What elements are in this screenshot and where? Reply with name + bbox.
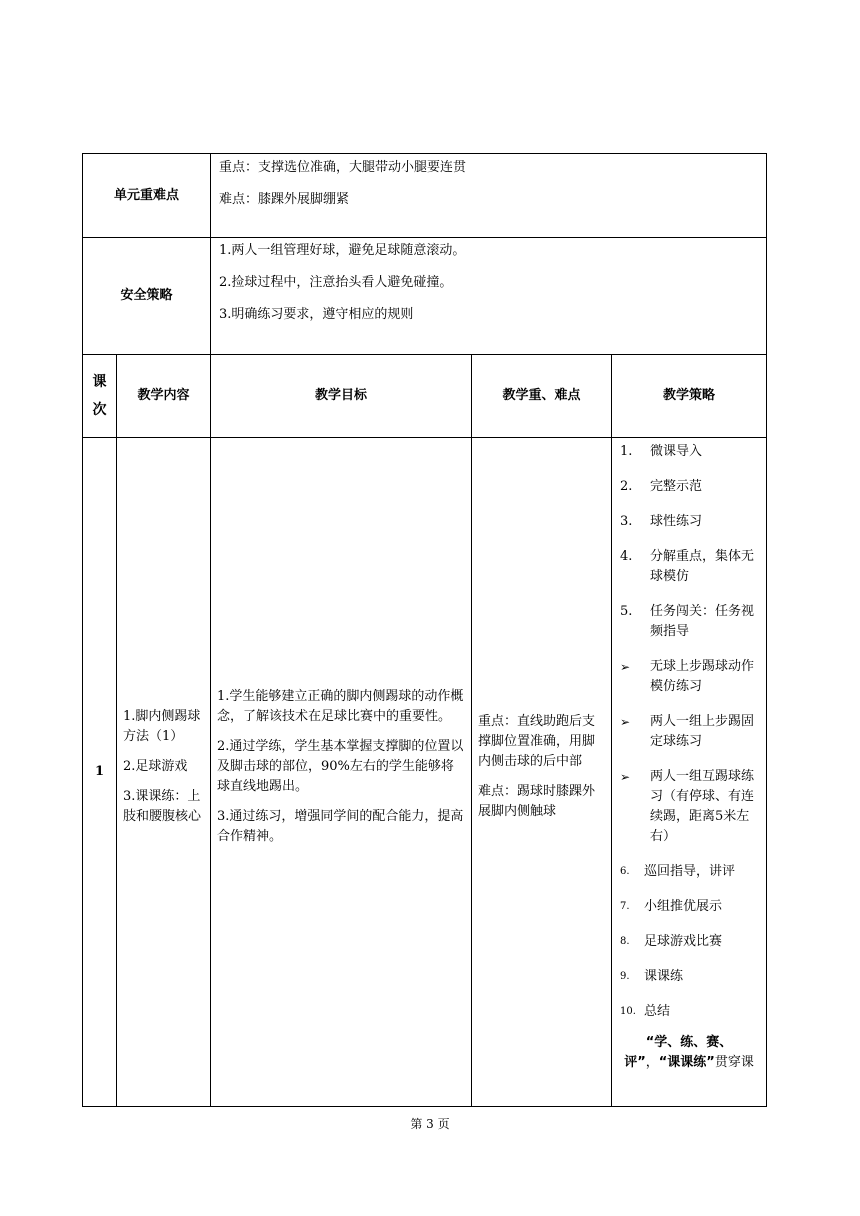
safety-item: 3.明确练习要求，遵守相应的规则 bbox=[219, 307, 414, 322]
strategy-summary bbox=[620, 1033, 758, 1073]
goal-item: 3.通过练习，增强同学间的配合能力，提高合作精神。 bbox=[217, 809, 464, 844]
step-text: 巡回指导，讲评 bbox=[644, 864, 736, 879]
step-number: 5. bbox=[620, 604, 633, 619]
step-text: 微课导入 bbox=[650, 444, 703, 459]
safety-list bbox=[211, 238, 767, 355]
step-number: 6. bbox=[620, 866, 630, 877]
step-text: 完整示范 bbox=[650, 479, 703, 494]
key-point-text: 重点：支撑选位准确，大腿带动小腿要连贯 bbox=[219, 160, 467, 175]
key-point-item: 重点：直线助跑后支撑脚位置准确，用脚内侧击球的后中部 bbox=[478, 714, 596, 769]
strategy-step bbox=[620, 897, 758, 917]
step-text: 球性练习 bbox=[650, 514, 703, 529]
drill-text: 两人一组互踢球练习（有停球、有连续踢，距离5米左右） bbox=[650, 769, 755, 844]
lesson-strategy bbox=[612, 438, 767, 1107]
unit-difficulty-label: 单元重难点 bbox=[83, 154, 211, 238]
header-lesson-number bbox=[83, 355, 117, 438]
step-number: 1. bbox=[620, 444, 633, 459]
strategy-step bbox=[620, 512, 758, 532]
lesson-key-points bbox=[472, 438, 612, 1107]
step-number: 4. bbox=[620, 549, 633, 564]
strategy-step bbox=[620, 862, 758, 882]
summary-tail: 贯穿课 bbox=[714, 1055, 754, 1070]
header-goals: 教学目标 bbox=[211, 355, 472, 438]
unit-difficulty-value bbox=[211, 154, 767, 238]
strategy-step bbox=[620, 602, 758, 642]
lesson-goals bbox=[211, 438, 472, 1107]
strategy-step bbox=[620, 1002, 758, 1022]
lesson-row bbox=[83, 438, 767, 1107]
strategy-drill bbox=[620, 767, 758, 847]
goal-item: 1.学生能够建立正确的脚内侧踢球的动作概念，了解该技术在足球比赛中的重要性。 bbox=[217, 689, 464, 724]
step-number: 2. bbox=[620, 479, 633, 494]
strategy-step bbox=[620, 932, 758, 952]
goal-item: 2.通过学练，学生基本掌握支撑脚的位置以及脚击球的部位，90%左右的学生能够将球直线地踢出。 bbox=[217, 739, 464, 794]
difficult-point-text: 难点：膝踝外展脚绷紧 bbox=[219, 192, 350, 207]
header-lesson-line1: 课 bbox=[92, 374, 107, 390]
strategy-step bbox=[620, 967, 758, 987]
page-number: 第 3 页 bbox=[410, 1117, 450, 1131]
drill-text: 无球上步踢球动作模仿练习 bbox=[650, 659, 755, 694]
safety-item: 1.两人一组管理好球，避免足球随意滚动。 bbox=[219, 243, 466, 258]
step-number: 3. bbox=[620, 514, 633, 529]
step-number: 8. bbox=[620, 936, 630, 947]
summary-separator: ， bbox=[645, 1055, 659, 1070]
content-item: 3.课课练：上肢和腰腹核心 bbox=[123, 789, 202, 824]
summary-emphasis-1: “学、练、赛、评” bbox=[624, 1035, 733, 1070]
lesson-content bbox=[117, 438, 211, 1107]
step-text: 课课练 bbox=[644, 969, 684, 984]
lesson-plan-table bbox=[82, 153, 767, 1107]
safety-row bbox=[83, 238, 767, 355]
strategy-step bbox=[620, 442, 758, 462]
step-number: 9. bbox=[620, 971, 630, 982]
header-key-difficulty: 教学重、难点 bbox=[472, 355, 612, 438]
step-text: 总结 bbox=[644, 1004, 671, 1019]
arrow-bullet-icon: ➢ bbox=[620, 660, 631, 674]
unit-difficulty-row bbox=[83, 154, 767, 238]
content-item: 1.脚内侧踢球方法（1） bbox=[123, 709, 201, 744]
header-row bbox=[83, 355, 767, 438]
safety-label: 安全策略 bbox=[83, 238, 211, 355]
strategy-step bbox=[620, 547, 758, 587]
header-lesson-line2: 次 bbox=[92, 402, 107, 418]
drill-text: 两人一组上步踢固定球练习 bbox=[650, 714, 755, 749]
step-text: 小组推优展示 bbox=[644, 899, 723, 914]
key-point-item: 难点：踢球时膝踝外展脚内侧触球 bbox=[478, 784, 596, 819]
header-content: 教学内容 bbox=[117, 355, 211, 438]
step-number: 10. bbox=[620, 1006, 636, 1017]
step-text: 足球游戏比赛 bbox=[644, 934, 723, 949]
safety-item: 2.捡球过程中，注意抬头看人避免碰撞。 bbox=[219, 275, 453, 290]
arrow-bullet-icon: ➢ bbox=[620, 770, 631, 784]
strategy-drill bbox=[620, 712, 758, 752]
strategy-step bbox=[620, 477, 758, 497]
arrow-bullet-icon: ➢ bbox=[620, 715, 631, 729]
header-strategy: 教学策略 bbox=[612, 355, 767, 438]
content-item: 2.足球游戏 bbox=[123, 759, 188, 774]
step-text: 任务闯关：任务视频指导 bbox=[650, 604, 755, 639]
step-number: 7. bbox=[620, 901, 630, 912]
summary-emphasis-2: “课课练” bbox=[658, 1055, 715, 1070]
lesson-number: 1 bbox=[83, 438, 117, 1107]
strategy-drill bbox=[620, 657, 758, 697]
step-text: 分解重点，集体无球模仿 bbox=[650, 549, 755, 584]
